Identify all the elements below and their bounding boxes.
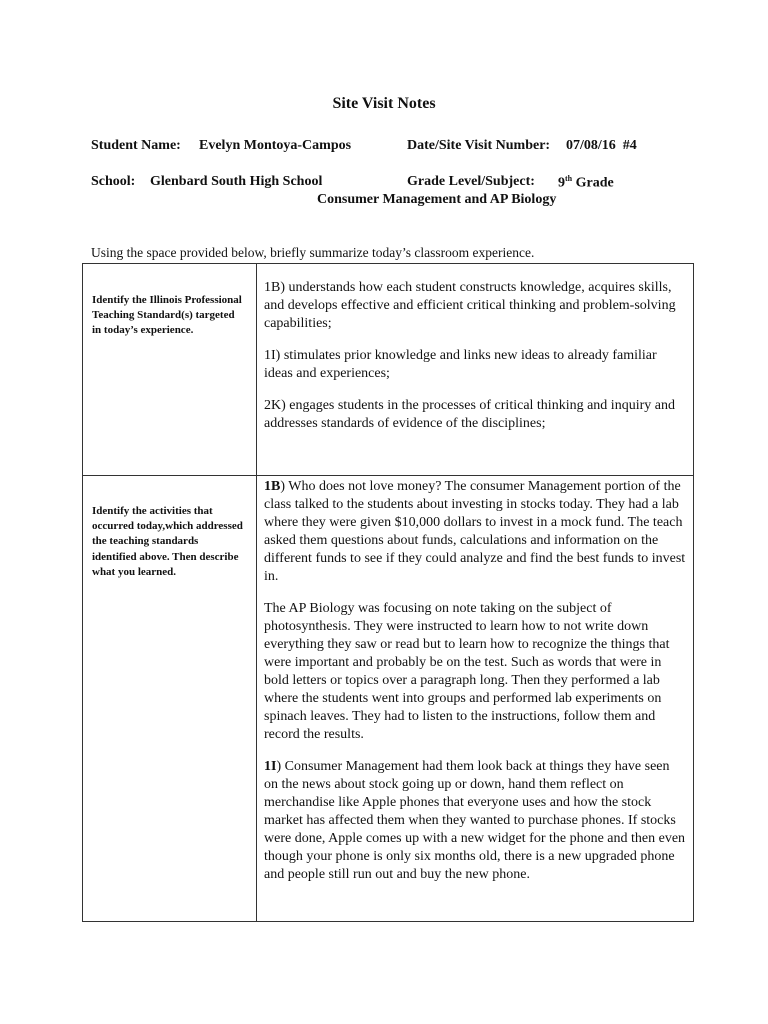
standard-1i: 1I) stimulates prior knowledge and links new ideas to already familiar ideas and experiences; bbox=[264, 348, 657, 381]
activity-3-lead: 1I bbox=[264, 759, 277, 774]
activity-paragraph-2: The AP Biology was focusing on note taking on the subject of photosynthesis. They were instructed to learn how to not write down everything they saw or read but to learn how to recognize the things that were important and probably be on the test. Such as words that were in bold letters or topics over a paragraph long. Then they performed a lab where the students went into groups and performed lab experiments on spinach leaves. They had to listen to the instructions, follow them and record the results. bbox=[264, 601, 670, 742]
activity-paragraph-3 bbox=[264, 758, 686, 884]
student-name-value: Evelyn Montoya-Campos bbox=[199, 138, 352, 153]
grade-number: 9 bbox=[558, 175, 565, 191]
subject-line: Consumer Management and AP Biology bbox=[317, 192, 557, 207]
student-name-label: Student Name: bbox=[91, 138, 181, 153]
activity-1-lead: 1B bbox=[264, 479, 281, 494]
standards-content-cell bbox=[257, 264, 694, 476]
activities-label: Identify the activities that occurred today,which addressed the teaching standards identified above. Then describe what you learned. bbox=[92, 505, 243, 578]
notes-table bbox=[82, 263, 694, 922]
standards-label-cell bbox=[83, 264, 257, 476]
grade-word: Grade bbox=[575, 175, 614, 191]
grade-value bbox=[558, 174, 614, 192]
grade-suffix: th bbox=[565, 174, 573, 183]
date-value: 07/08/16 #4 bbox=[566, 138, 637, 153]
standard-2k: 2K) engages students in the processes of critical thinking and inquiry and addresses standards of evidence of the disciplines; bbox=[264, 398, 675, 431]
standards-label: Identify the Illinois Professional Teaching Standard(s) targeted in today’s experience. bbox=[92, 294, 242, 337]
activities-label-cell bbox=[83, 476, 257, 922]
instructions-text: Using the space provided below, briefly summarize today’s classroom experience. bbox=[91, 245, 535, 260]
grade-label: Grade Level/Subject: bbox=[407, 174, 535, 189]
school-value: Glenbard South High School bbox=[150, 174, 323, 189]
activities-row bbox=[83, 476, 694, 922]
activity-1-text: ) Who does not love money? The consumer Management portion of the class talked to the students about investing in stocks today. They had a lab where they were given $10,000 dollars to invest in a mock fund. The teach asked them questions about funds, calculations and information on the different funds to see if they could analyze and find the best funds to invest in. bbox=[264, 479, 686, 584]
standard-1b: 1B) understands how each student constructs knowledge, acquires skills, and develops effective and efficient critical thinking and problem-solving capabilities; bbox=[264, 280, 676, 331]
page-title: Site Visit Notes bbox=[332, 95, 436, 112]
date-label: Date/Site Visit Number: bbox=[407, 138, 551, 153]
activity-paragraph-1 bbox=[264, 478, 686, 586]
school-label: School: bbox=[91, 174, 136, 189]
activities-content-cell bbox=[257, 476, 694, 922]
activity-3-text: ) Consumer Management had them look back at things they have seen on the news about stock going up or down, hand them reflect on merchandise like Apple phones that everyone uses and how the stock market has affected them when they wanted to purchase phones. If stocks were done, Apple comes up with a new widget for the phone and then even though your phone is only six months old, there is a new upgraded phone and people still run out and buy the new phone. bbox=[264, 759, 686, 882]
standards-row bbox=[83, 264, 694, 476]
